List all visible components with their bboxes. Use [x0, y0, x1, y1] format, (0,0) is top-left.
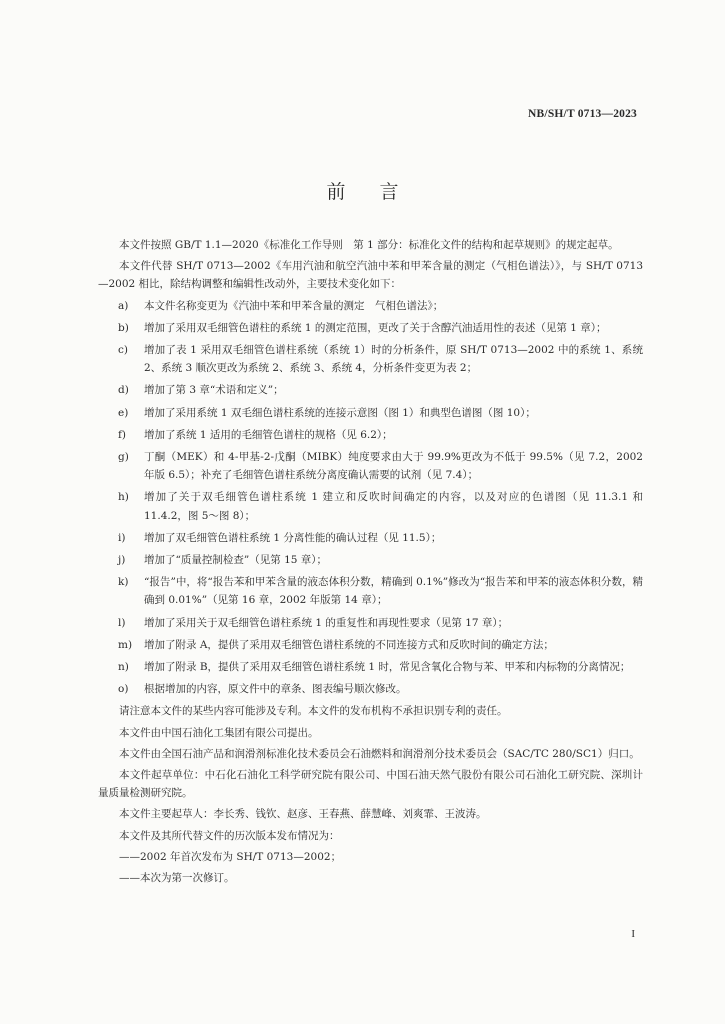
list-item [98, 658, 643, 676]
list-item [98, 448, 643, 484]
list-item [98, 614, 643, 632]
list-text: 根据增加的内容，原文件中的章条、图表编号顺次修改。 [144, 683, 407, 696]
list-text: 增加了双毛细管色谱柱系统 1 分离性能的确认过程（见 11.5）； [144, 531, 442, 544]
list-item [98, 529, 643, 547]
list-label: b) [118, 321, 129, 334]
doc-code: NB/SH/T 0713—2023 [528, 108, 637, 120]
list-item [98, 381, 643, 399]
committee: 本文件由全国石油产品和润滑剂标准化技术委员会石油燃料和润滑剂分技术委员会（SAC/TC 280/SC1）归口。 [119, 747, 640, 760]
list-text: 增加了第 3 章“术语和定义”； [144, 384, 284, 397]
list-label: k) [118, 576, 129, 589]
page-number: I [631, 928, 635, 940]
proposer: 本文件由中国石油化工集团有限公司提出。 [119, 726, 319, 739]
list-label: n) [118, 661, 129, 674]
list-item [98, 573, 643, 609]
change-list [98, 297, 643, 699]
list-text: 本文件名称变更为《汽油中苯和甲苯含量的测定 气相色谱法》； [144, 299, 444, 312]
paragraph: 本文件按照 GB/T 1.1—2020《标准化工作导则 第 1 部分：标准化文件的结构和起草规则》的规定起草。 [119, 239, 619, 251]
list-item [98, 551, 643, 569]
list-text: 丁酮（MEK）和 4-甲基-2-戊酮（MIBK）纯度要求由大于 99.9%更改为不低于 99.5%（见 7.2，2002 年版 6.5）；补充了毛细管色谱柱系统分离度确认需要的试剂（见 7.4）； [144, 451, 643, 482]
list-item [98, 404, 643, 422]
list-item [98, 319, 643, 337]
list-text: “报告”中，将“报告苯和甲苯含量的液态体积分数，精确到 0.1%”修改为“报告苯和甲苯的液态体积分数，精确到 0.01%”（见第 16 章，2002 年版第 14 章）； [144, 576, 643, 607]
list-label: j) [118, 554, 126, 567]
history-item: ——本次为第一次修订。 [119, 872, 235, 885]
list-text: 增加了采用关于双毛细管色谱柱系统 1 的重复性和再现性要求（见第 17 章）； [144, 616, 509, 629]
list-label: l) [118, 616, 126, 629]
list-item [98, 488, 643, 524]
list-label: m) [118, 638, 133, 651]
page-title: 前言 [326, 181, 433, 203]
patent-notice: 请注意本文件的某些内容可能涉及专利。本文件的发布机构不承担识别专利的责任。 [119, 705, 508, 718]
list-item [98, 341, 643, 377]
history-item: ——2002 年首次发布为 SH/T 0713—2002； [119, 850, 342, 863]
list-label: o) [118, 683, 129, 696]
drafters: 本文件主要起草人：李长秀、钱钦、赵彦、王春燕、薛慧峰、刘爽霏、王波涛。 [119, 808, 487, 821]
foreword-body [98, 236, 643, 890]
list-text: 增加了附录 A，提供了采用双毛细管色谱柱系统的不同连接方式和反吹时间的确定方法； [144, 638, 554, 651]
list-item [98, 680, 643, 698]
list-item [98, 636, 643, 654]
list-label: e) [118, 406, 129, 419]
paragraph: 本文件代替 SH/T 0713—2002《车用汽油和航空汽油中苯和甲苯含量的测定（气相色谱法）》，与 SH/T 0713—2002 相比，除结构调整和编辑性改动外，主要技术变化如下： [98, 260, 643, 291]
drafting-units: 本文件起草单位：中石化石油化工科学研究院有限公司、中国石油天然气股份有限公司石油化工研究院、深圳计量质量检测研究院。 [98, 769, 643, 800]
list-text: 增加了附录 B，提供了采用双毛细管色谱柱系统 1 时，常见含氧化合物与苯、甲苯和内标物的分离情况； [144, 661, 631, 674]
list-text: 增加了关于双毛细管色谱柱系统 1 建立和反吹时间确定的内容，以及对应的色谱图（见 11.3.1 和 11.4.2，图 5～图 8）； [144, 491, 643, 522]
list-text: 增加了采用双毛细管色谱柱的系统 1 的测定范围，更改了关于含醇汽油适用性的表述（见第 1 章）； [144, 321, 607, 334]
history-intro: 本文件及其所代替文件的历次版本发布情况为： [119, 829, 340, 842]
list-label: g) [118, 451, 129, 464]
list-text: 增加了表 1 采用双毛细管色谱柱系统（系统 1）时的分析条件，原 SH/T 0713—2002 中的系统 1、系统 2、系统 3 顺次更改为系统 2、系统 3、系统 4，分析条件变更为表 2； [144, 344, 643, 375]
list-text: 增加了“质量控制检查”（见第 15 章）； [144, 554, 328, 567]
list-text: 增加了系统 1 适用的毛细管色谱柱的规格（见 6.2）； [144, 428, 393, 441]
list-label: a) [118, 299, 129, 312]
list-item [98, 297, 643, 315]
list-item [98, 426, 643, 444]
list-label: d) [118, 384, 129, 397]
list-label: f) [118, 428, 126, 441]
list-label: c) [118, 344, 128, 357]
list-label: i) [118, 531, 126, 544]
list-label: h) [118, 491, 129, 504]
list-text: 增加了采用系统 1 双毛细色谱柱系统的连接示意图（图 1）和典型色谱图（图 10）； [144, 406, 536, 419]
